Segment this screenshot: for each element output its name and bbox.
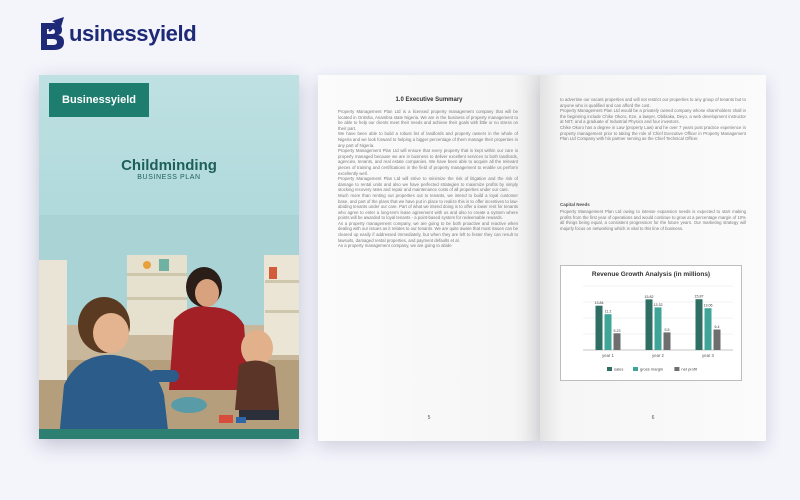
bar-gross-margin xyxy=(605,314,612,350)
booklet-right-page xyxy=(540,75,766,441)
revenue-chart-plot xyxy=(561,280,741,380)
legend-label: sales xyxy=(614,366,624,372)
capital-needs-heading: Capital Needs xyxy=(560,202,590,207)
legend-swatch xyxy=(674,367,679,371)
cover-badge-label: Businessyield xyxy=(62,94,136,106)
executive-summary-paragraph: Property Management Plan Ltd is a licensed property management company that will be located in Onitsha, Anambra state Nigeria. We are in the business of property management to be able to help our clients meet their needs and achieve their goals with little or no stress on their part. xyxy=(338,109,518,131)
right-page-paragraph: to advertise our vacant properties and will not restrict our properties to any group of tenants but to anyone who is qualified and can afford the cost. xyxy=(560,97,746,108)
cover-subtitle: BUSINESS PLAN xyxy=(137,174,201,181)
executive-summary-paragraph: We have been able to build a robust list of landlords and property owners in the whole of Nigeria and we look forward to helping a bigger percentage of them manage their properties in any part of Nigeria. xyxy=(338,131,518,148)
bar-value-label: 13.84 xyxy=(594,301,604,306)
legend-label: gross margin xyxy=(640,366,664,372)
cover-footer-bar xyxy=(39,429,299,439)
page-number-right: 6 xyxy=(651,415,655,421)
open-booklet xyxy=(318,75,766,441)
bar-value-label: 5.23 xyxy=(613,328,621,333)
bar-value-label: 11.2 xyxy=(604,309,612,314)
cover-photo-family-image xyxy=(39,215,299,439)
executive-summary-paragraph: As a property management company, we are going to be both proactive and reactive when dealing with our issues as it relates to our tenants. We are quite aware that most issues can be cleared up easily if addressed immediately, but when they are left to fester they can result to lawsuits, damaged rental properties, and payment defaults et al. xyxy=(338,220,519,243)
bar-sales xyxy=(646,299,653,350)
legend-swatch xyxy=(633,367,638,371)
legend-swatch xyxy=(607,367,612,371)
bar-net-profit xyxy=(664,332,671,350)
executive-summary-body xyxy=(338,109,518,249)
bar-net-profit xyxy=(714,330,721,350)
brochure-cover xyxy=(39,75,299,439)
cover-badge xyxy=(49,83,149,117)
bar-sales xyxy=(696,299,703,350)
legend-label: net profit xyxy=(681,366,697,372)
executive-summary-heading: 1.0 Executive Summary xyxy=(395,97,463,103)
right-page-paragraph: Property Management Plan Ltd would be a privately owned company whose shareholders shall in the beginning include Chike Okoro, Eze, a lawyer, Obibiaka, Deyo, a web development instructor at NIIT, and a graduate of Industrial Physics and four investors. xyxy=(560,108,746,125)
bar-gross-margin xyxy=(655,307,662,350)
executive-summary-paragraph: Much more than renting out properties out to tenants, we intend to build a loyal customer base, and part of the plans that we have put in place to realize this is to offer incentives to law-abiding tenants under our care. Part of what we intend doing is to offer a lower rent for tenants who agree to enter a long-term lease agreement with us and also to create a system where points will be awarded to loyal tenants - a point-based system for redeemable rewards. xyxy=(338,192,518,221)
bar-value-label: 13.06 xyxy=(703,303,713,308)
bar-value-label: 6.4 xyxy=(714,325,720,330)
brand-logo xyxy=(38,14,196,54)
x-tick-label: year 2 xyxy=(652,353,664,358)
bar-gross-margin xyxy=(705,308,712,350)
revenue-chart xyxy=(560,265,742,381)
bar-value-label: 15.87 xyxy=(694,294,704,299)
bar-net-profit xyxy=(614,333,621,350)
executive-summary-paragraph: Property Management Plan Ltd will ensure that every property that is kept within our care is properly managed because we are in business to deliver excellent services to both landlords, agencies, tenants, and real estate companies. We have been able to acquire all the relevant pieces of training and certifications in the field of property management to enable us perform excellently well. xyxy=(338,148,518,176)
page-number-left: 5 xyxy=(427,415,431,421)
bar-sales xyxy=(596,306,603,350)
executive-summary-paragraph: As a property management company, we are going to abide xyxy=(338,243,452,249)
booklet-left-page xyxy=(318,75,540,441)
bar-value-label: 13.32 xyxy=(653,302,663,307)
bar-value-label: 15.82 xyxy=(644,294,654,299)
x-tick-label: year 3 xyxy=(702,353,714,358)
right-page-body xyxy=(560,97,746,142)
brand-logo-mark-icon xyxy=(38,17,68,51)
bar-value-label: 5.5 xyxy=(664,327,670,332)
brand-name: usinessyield xyxy=(69,21,197,46)
x-tick-label: year 1 xyxy=(602,353,614,358)
cover-title: Childminding xyxy=(121,157,217,174)
chart-title: Revenue Growth Analysis (in millions) xyxy=(591,271,711,278)
capital-needs-body: Property Management Plan Ltd owing to intense expansion needs is expected to start making profits from the first year of operations and would continue to grow at a percentage margin of 10% all things being equal, a consistent progression for the future years. Our marketing strategy will majorly focus on networking which is vital to this line of business. xyxy=(560,209,746,231)
executive-summary-paragraph: Property Management Plan Ltd will strive to minimize the risk of litigation and the risk of damage to rental units and also we have perfected strategies to maximize profits by simply stocking recovery rates and repair and maintenance costs of all properties under our care. xyxy=(338,176,518,193)
right-page-paragraph: Chike Okoro has a degree in Law (property Law) and he over 7 years post practice experience in property management prior to taking the role of Chief Executive Officer in Property Management Plan Ltd Company with his partner serving as the Chief Technical Officer. xyxy=(560,124,746,142)
